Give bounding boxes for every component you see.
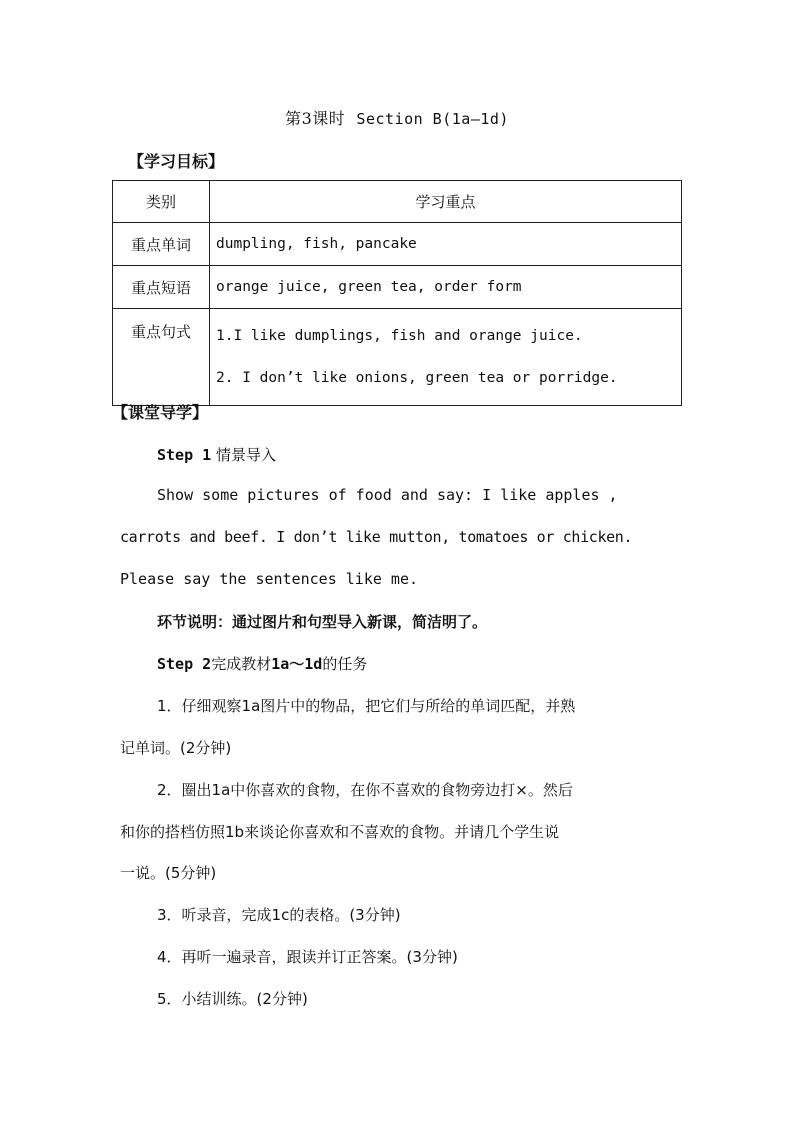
row-content [210,309,682,406]
step1-title [120,444,717,465]
goals-heading: 【学习目标】 [128,152,225,171]
step1-text-line: carrots and beef. I don’t like mutton, tomatoes or chicken. [120,528,633,546]
class-heading: 【课堂导学】 [112,403,209,422]
task-item-2-cont: 和你的搭档仿照1b来谈论你喜欢和不喜欢的食物。并请几个学生说 [120,823,560,841]
task-item-1-cont: 记单词。(2分钟) [120,739,232,757]
row-content: dumpling, fish, pancake [210,223,682,266]
task-item-5: 5．小结训练。(2分钟) [157,990,308,1008]
sentence-line: 2. I don’t like onions, green tea or porridge. [216,370,618,386]
sentence-line: 1.I like dumplings, fish and orange juice. [216,328,583,344]
table-row [113,223,682,266]
step2-title-b: 1a～1d [271,655,323,673]
header-focus: 学习重点 [210,181,682,223]
step2-label: Step 2 [157,655,212,673]
step2-title [120,653,717,674]
table-row [113,309,682,406]
step2-title-a: 完成教材 [211,655,272,673]
title-en: Section B(1a—1d) [356,110,509,128]
task-item-4: 4．再听一遍录音，跟读并订正答案。(3分钟) [157,948,458,966]
step1-title-text: 情景导入 [215,446,276,464]
row-category: 重点单词 [113,223,210,266]
row-category: 重点句式 [113,309,210,406]
task-item-1: 1．仔细观察1a图片中的物品，把它们与所给的单词匹配，并熟 [157,697,576,715]
page-title [0,106,794,129]
step1-text-line: Please say the sentences like me. [120,570,419,588]
task-item-3: 3．听录音，完成1c的表格。(3分钟) [157,906,401,924]
step1-text-line: Show some pictures of food and say: I like apples , [157,486,618,504]
step1-label: Step 1 [157,446,212,464]
row-category: 重点短语 [113,266,210,309]
task-item-2-cont: 一说。(5分钟) [120,864,217,882]
task-item-2: 2．圈出1a中你喜欢的食物，在你不喜欢的食物旁边打×。然后 [157,781,573,799]
section-note: 环节说明：通过图片和句型导入新课，简洁明了。 [157,613,488,631]
header-category: 类别 [113,181,210,223]
row-content: orange juice, green tea, order form [210,266,682,309]
title-cn: 第3课时 [285,109,346,128]
step2-title-c: 的任务 [322,655,368,673]
table-header-row [113,181,682,223]
table-row [113,266,682,309]
goals-table [112,180,682,406]
